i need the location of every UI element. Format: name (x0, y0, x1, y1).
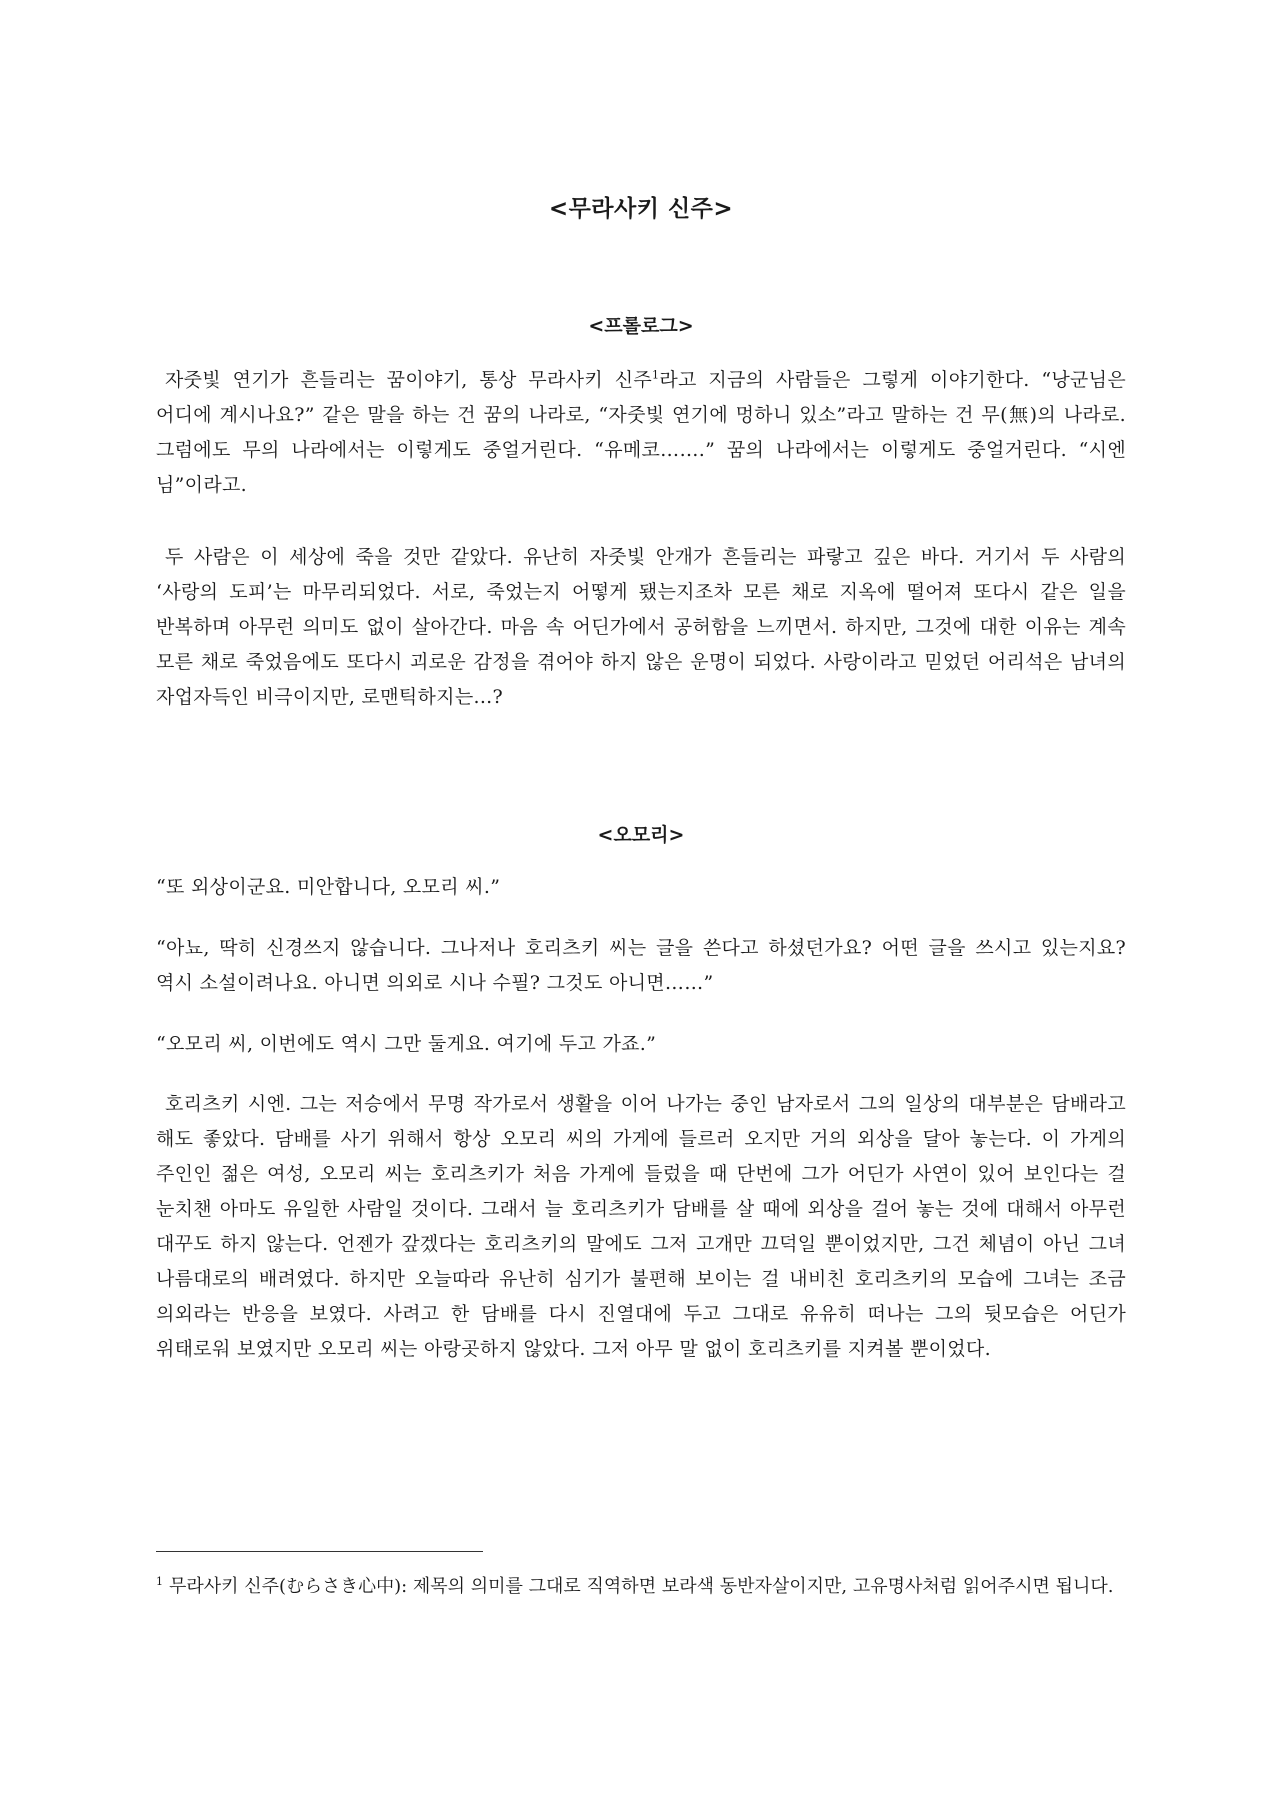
footnote-reference[interactable]: 1 (652, 368, 660, 382)
page-title: <무라사키 신주> (548, 196, 734, 222)
prologue-text-rest: 라고 지금의 사람들은 그렇게 이야기한다. “낭군님은 어디에 계시나요?” 같은 말을 하는 건 꿈의 나라로, “자줏빛 연기에 멍하니 있소”라고 말하는 건 무(無)의 나라로. 그럼에도 무의 나라에서는 이렇게도 중얼거린다. “유메코…….” 꿈의 나라에서는 이렇게도 중얼거린다. “시엔 님”이라고. (156, 369, 1126, 496)
footnote-text: 무라사키 신주(むらさき心中): 제목의 의미를 그대로 직역하면 보라색 동반자살이지만, 고유명사처럼 읽어주시면 됩니다. (169, 1576, 1114, 1597)
section-heading-omori: <오모리> (597, 824, 685, 846)
footnote-number: 1 (156, 1575, 163, 1588)
prologue-paragraph-1 (156, 363, 1126, 503)
footnote (156, 1570, 1126, 1604)
dialogue-line-2: “아뇨, 딱히 신경쓰지 않습니다. 그나저나 호리츠키 씨는 글을 쓴다고 하셨던가요? 어떤 글을 쓰시고 있는지요? 역시 소설이려나요. 아니면 의외로 시나 수필? 그것도 아니면……” (156, 937, 1127, 994)
omori-narrative-paragraph: 호리츠키 시엔. 그는 저승에서 무명 작가로서 생활을 이어 나가는 중인 남자로서 그의 일상의 대부분은 담배라고 해도 좋았다. 담배를 사기 위해서 항상 오모리 씨의 가게에 들르러 오지만 거의 외상을 달아 놓는다. 이 가게의 주인인 젊은 여성, 오모리 씨는 호리츠키가 처음 가게에 들렀을 때 단번에 그가 어딘가 사연이 있어 보인다는 걸 눈치챈 아마도 유일한 사람일 것이다. 그래서 늘 호리츠키가 담배를 살 때에 외상을 걸어 놓는 것에 대해서 아무런 대꾸도 하지 않는다. 언젠가 갚겠다는 호리츠키의 말에도 그저 고개만 끄덕일 뿐이었지만, 그건 체념이 아닌 그녀 나름대로의 배려였다. 하지만 오늘따라 유난히 심기가 불편해 보이는 걸 내비친 호리츠키의 모습에 그녀는 조금 의외라는 반응을 보였다. 사려고 한 담배를 다시 진열대에 두고 그대로 유유히 떠나는 그의 뒷모습은 어딘가 위태로워 보였지만 오모리 씨는 아랑곳하지 않았다. 그저 아무 말 없이 호리츠키를 지켜볼 뿐이었다. (156, 1093, 1126, 1360)
prologue-text-start: 자줏빛 연기가 흔들리는 꿈이야기, 통상 무라사키 신주 (165, 369, 653, 391)
footnote-divider (156, 1551, 483, 1552)
document-page (156, 0, 1126, 1810)
dialogue-line-3: “오모리 씨, 이번에도 역시 그만 둘게요. 여기에 두고 가죠.” (156, 1033, 657, 1055)
dialogue-line-1: “또 외상이군요. 미안합니다, 오모리 씨.” (156, 876, 501, 898)
section-heading-prologue: <프롤로그> (588, 315, 694, 337)
prologue-paragraph-2: 두 사람은 이 세상에 죽을 것만 같았다. 유난히 자줏빛 안개가 흔들리는 파랗고 깊은 바다. 거기서 두 사람의 ‘사랑의 도피’는 마무리되었다. 서로, 죽었는지 어떻게 됐는지조차 모른 채로 지옥에 떨어져 또다시 같은 일을 반복하며 아무런 의미도 없이 살아간다. 마음 속 어딘가에서 공허함을 느끼면서. 하지만, 그것에 대한 이유는 계속 모른 채로 죽었음에도 또다시 괴로운 감정을 겪어야 하지 않은 운명이 되었다. 사랑이라고 믿었던 어리석은 남녀의 자업자득인 비극이지만, 로맨틱하지는...? (156, 546, 1126, 708)
